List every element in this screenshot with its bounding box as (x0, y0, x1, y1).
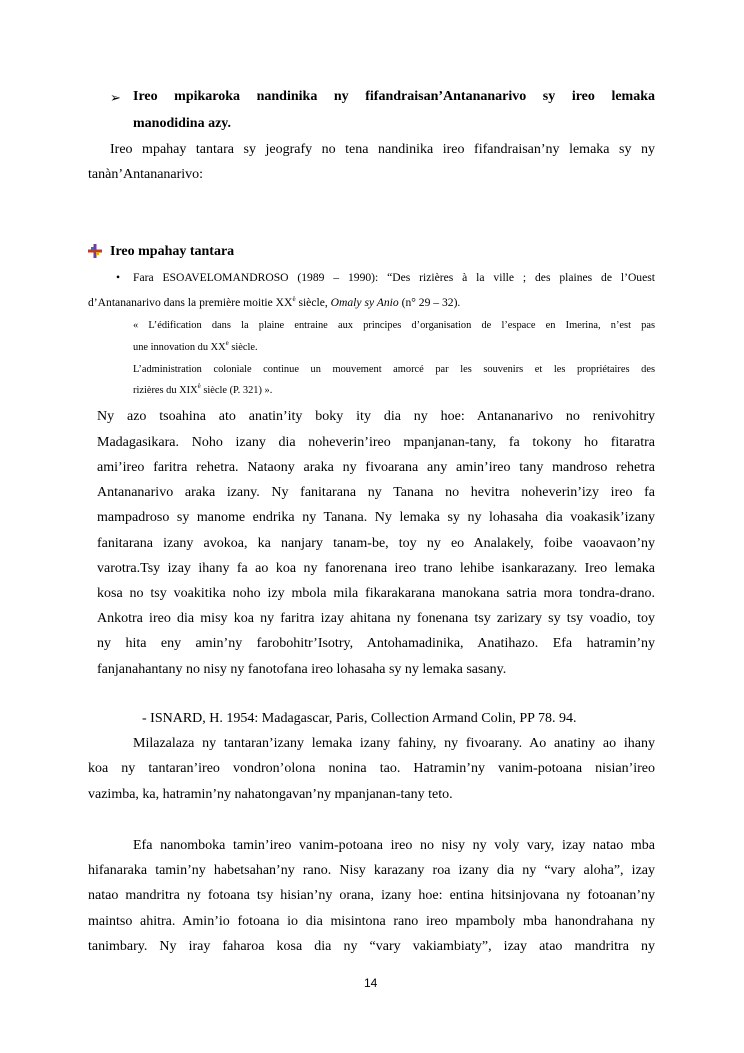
paragraph1-line: varotra.Tsy izay ihany fa ao koa ny fanorenana ireo trano lehibe isankarazany. Ireo lemaka (97, 561, 655, 576)
intro-line2: tanàn’Antananarivo: (88, 167, 204, 182)
paragraph3-line: hifanaraka tamin’ny habetsahan’ny rano. Nisy karazany roa izany dia ny “vary aloha”, izay (88, 863, 655, 878)
reference1-bullet: • (116, 271, 121, 284)
paragraph1-line: ny hita eny amin’ny farobohitr’Isotry, Antohamadinika, Anatihazo. Efa hatramin’ny (97, 636, 655, 651)
heading2-label: Ireo mpahay tantara (110, 244, 235, 259)
paragraph1-line: mampadroso sy manome endrika ny Tanana. Ny lemaka sy ny lohasaha dia voakasik’izany (97, 510, 655, 525)
paragraph1-line: fanitarana izany avokoa, ka nanjary tanam-be, toy ny eo Analakely, foibe vaoavaon’ny (97, 536, 655, 551)
flower-bullet-icon (88, 244, 102, 258)
paragraph1-line: kosa no tsy voakitika noho izy mbola mila fikarakarana manokana satria mora tondra-drano. (97, 586, 655, 601)
paragraph1-line: Ny azo tsoahina ato anatin’ity boky ity dia ny hoe: Antananarivo no renivohitry (97, 409, 655, 424)
intro-line1: Ireo mpahay tantara sy jeografy no tena nandinika ireo fifandraisan’ny lemaka sy ny (110, 142, 655, 157)
paragraph3-line: tanimbary. Ny iray faharoa kosa dia ny “vary vakiambiaty”, izay atao mandritra ny (88, 939, 655, 954)
paragraph1-line: Madagasikara. Noho izany dia noheverin’ireo mpanjanan-tany, fa tokony ho fitaratra (97, 435, 655, 450)
paragraph1-line: Ankotra ireo dia misy koa ny faritra izay ahitana ny fonenana tsy zarizary sy tsy voadio, toy (97, 611, 655, 626)
heading1-line1: Ireo mpikaroka nandinika ny fifandraisan’Antananarivo sy ireo lemaka (133, 89, 655, 104)
paragraph3-line: maintso ahitra. Amin’io fotoana io dia misintona rano ireo mpamboly mba hanondrahana ny (88, 914, 655, 929)
quote-line2: une innovation du XXe siècle. (133, 339, 258, 353)
paragraph1-line: Antananarivo araka izany. Ny fanitarana ny Tanana no hevitra noheverin’izy ireo fa (97, 485, 655, 500)
paragraph3-line: natao mandritra ny fotoana tsy hisian’ny orana, izany hoe: entina hitsinjovana ny fotoanan’ny (88, 888, 655, 903)
heading1-line2: manodidina azy. (133, 116, 232, 131)
quote-line3: L’administration coloniale continue un mouvement amorcé par les souvenirs et les propriétaires des (133, 364, 655, 375)
paragraph1-line: ami’ireo faritra rehetra. Nataony araka ny fivoarana any amin’ireo tany mandroso rehetra (97, 460, 655, 475)
quote-line4: rizières du $XIX^è$ siècle (P. 321) ». (133, 382, 273, 396)
paragraph1-last-line: fanjanahantany no nisy ny fanotofana ireo lohasaha sy ny lemaka sasany. (97, 662, 507, 677)
reference2: - ISNARD, H. 1954: Madagascar, Paris, Collection Armand Colin, PP 78. 94. (142, 711, 577, 726)
quote-line1: « L’édification dans la plaine entraine aux principes d’organisation de l’espace en Imerina, n’est pas (133, 320, 655, 331)
paragraph2-line: koa ny tantaran’ireo vondron’olona nonina tao. Hatramin’ny vanim-potoana nisian’ireo (88, 761, 655, 776)
arrow-bullet-icon: ➢ (110, 90, 121, 105)
page-number: 14 (364, 976, 378, 990)
reference1-line2: d’Antananarivo dans la première moitie $XX^è$ siècle, Omaly sy Anio (n° 29 – 32). (88, 295, 461, 309)
paragraph2-last-line: vazimba, ka, hatramin’ny nahatongavan’ny mpanjanan-tany teto. (88, 787, 453, 802)
paragraph3-line: Efa nanomboka tamin’ireo vanim-potoana ireo no nisy ny voly vary, izay natao mba (133, 838, 655, 853)
paragraph2-line: Milazalaza ny tantaran’izany lemaka izany fahiny, ny fivoarany. Ao anatiny ao ihany (133, 736, 655, 751)
reference1-line1: Fara ESOAVELOMANDROSO (1989 – 1990): “Des rizières à la ville ; des plaines de l’Ouest (133, 271, 655, 284)
